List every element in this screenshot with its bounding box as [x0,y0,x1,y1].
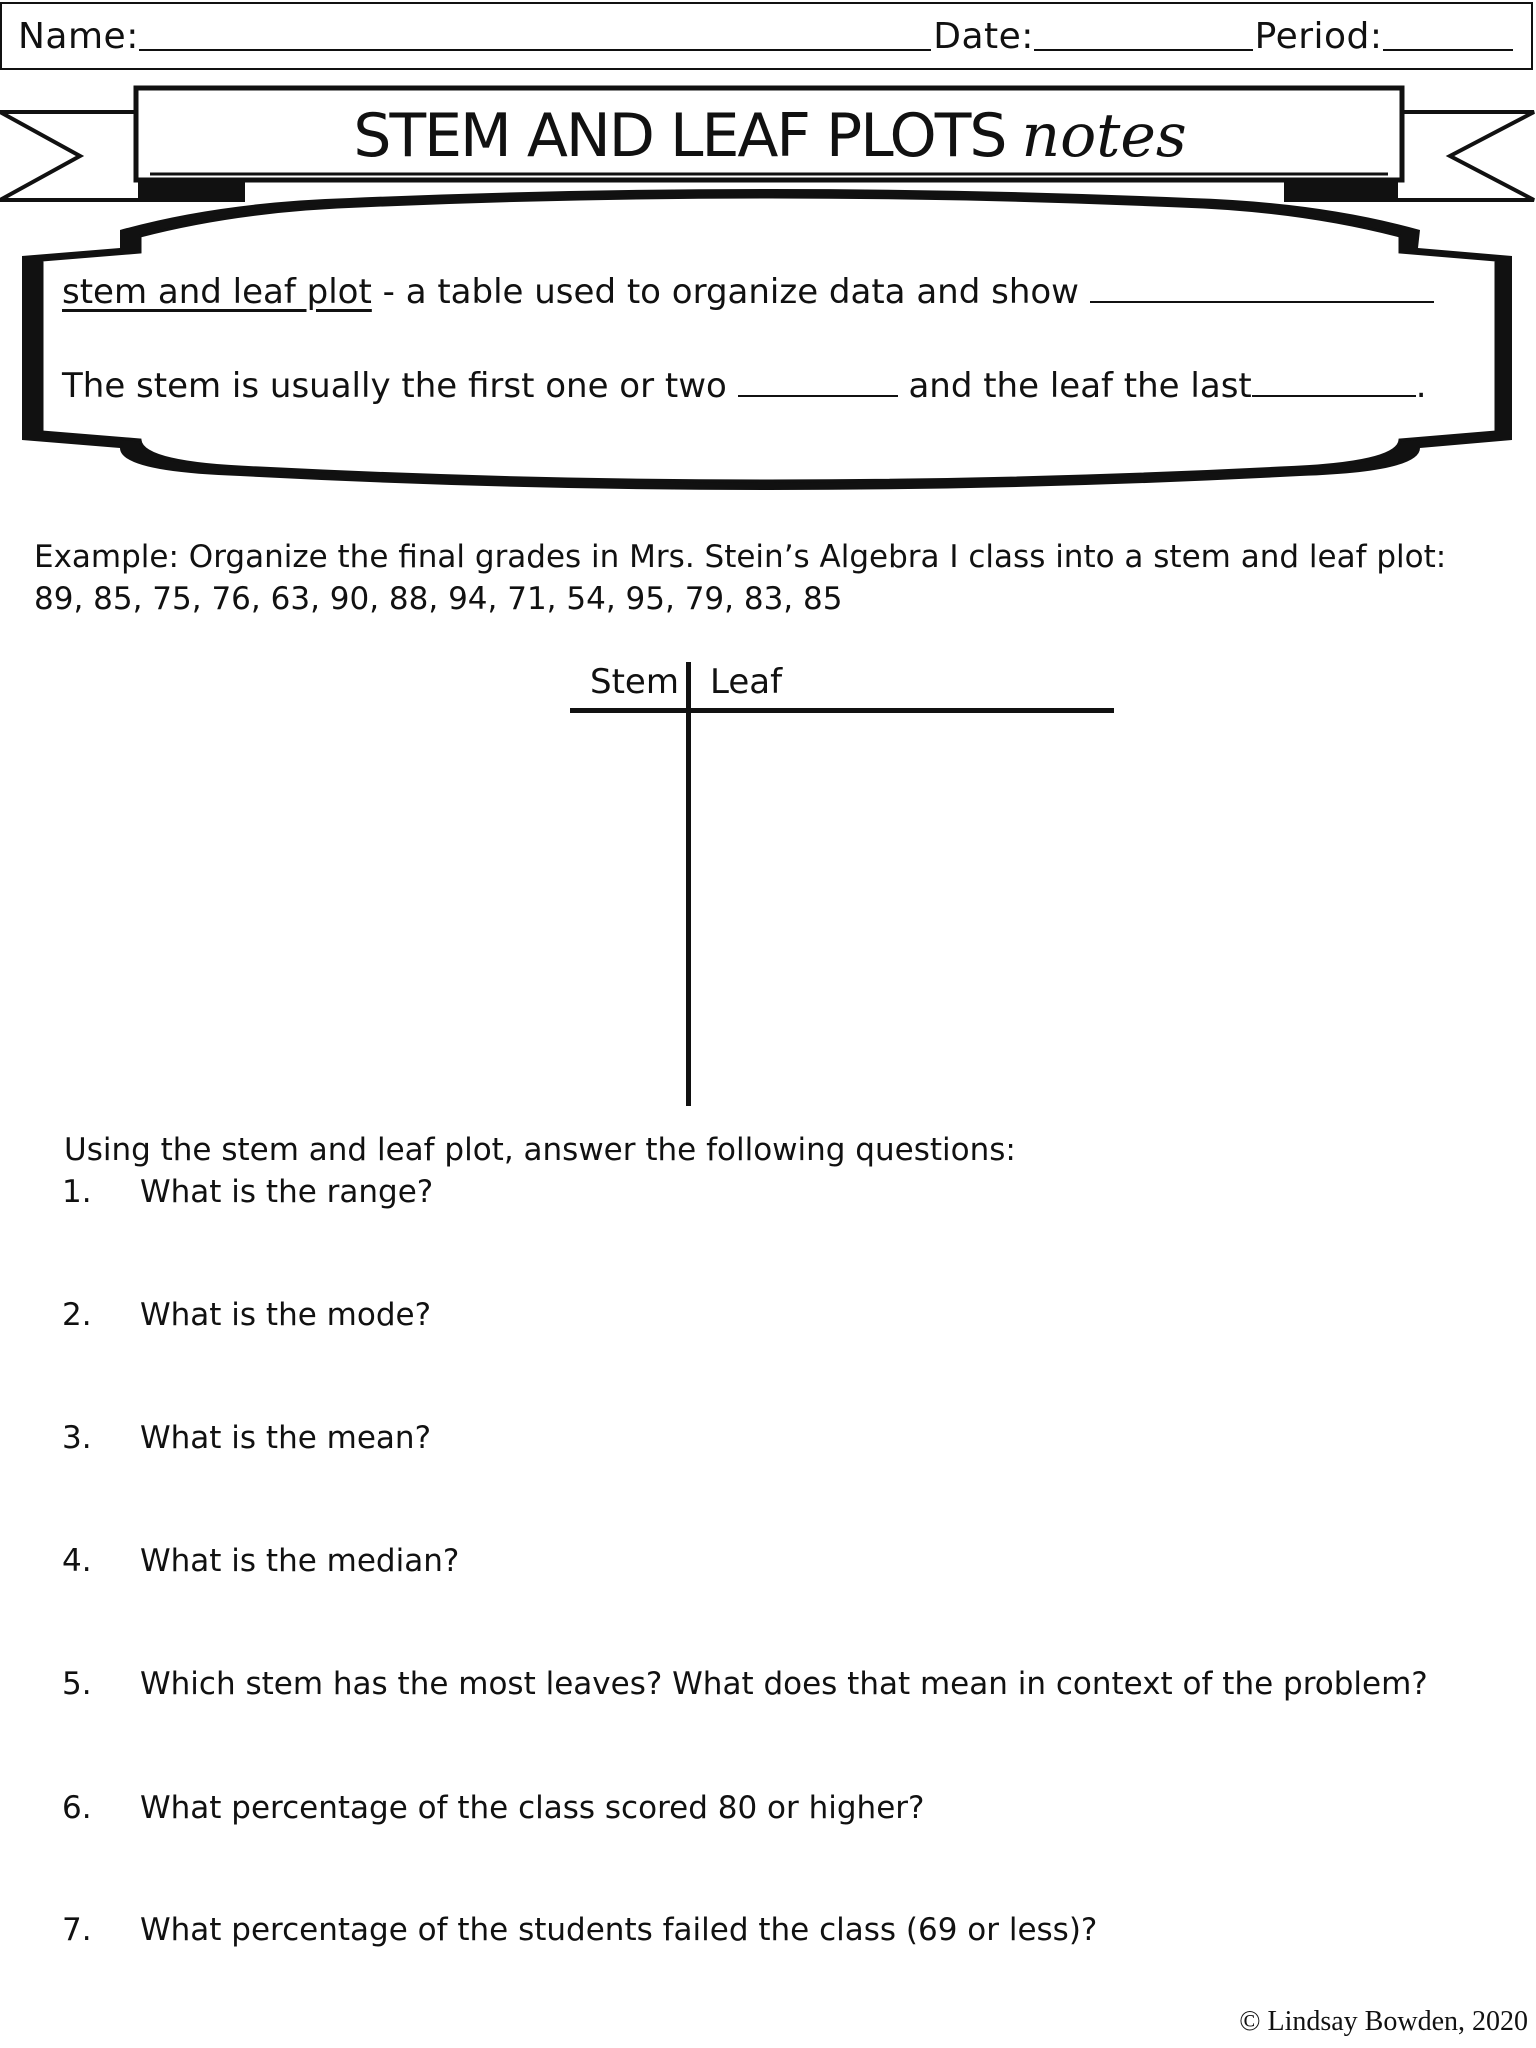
stem-header: Stem [590,662,679,702]
definition-line-1 [62,272,1434,312]
leaf-header: Leaf [710,662,783,702]
definition-blank-3[interactable] [1252,367,1416,397]
question-number: 5. [62,1666,92,1702]
question-1 [62,1174,433,1210]
ribbon-tail-left [0,112,140,200]
scroll-face [42,197,1496,481]
date-field[interactable] [1034,21,1253,51]
definition-line2-start: The stem is usually the first one or two [62,366,738,406]
question-number: 2. [62,1297,92,1333]
definition-blank-2[interactable] [738,367,898,397]
question-5 [62,1666,1428,1702]
name-label: Name: [18,15,139,57]
copyright: © Lindsay Bowden, 2020 [1239,2006,1528,2037]
stem-leaf-plot[interactable] [568,660,1116,1108]
question-2 [62,1297,431,1333]
question-text: What percentage of the class scored 80 or higher? [140,1790,925,1826]
period-label: Period: [1254,15,1383,57]
definition-term: stem and leaf plot [62,272,372,312]
question-text: What is the median? [140,1543,460,1579]
question-4 [62,1543,459,1579]
definition-line2-end: . [1415,366,1427,406]
name-field[interactable] [139,21,931,51]
plot-horizontal-rule [570,708,1114,713]
question-text: What percentage of the students failed the class (69 or less)? [140,1912,1098,1948]
question-text: What is the range? [140,1174,434,1210]
example-block [34,536,1446,620]
period-field[interactable] [1383,21,1513,51]
question-7 [62,1912,1097,1948]
definition-line-2 [62,366,1427,406]
question-number: 6. [62,1790,92,1826]
definition-text: - a table used to organize data and show [371,272,1090,312]
example-prompt: Example: Organize the final grades in Mrs. Stein’s Algebra I class into a stem and leaf plot: [34,539,1447,575]
instructions: Using the stem and leaf plot, answer the following questions: [64,1132,1016,1168]
question-text: What is the mean? [140,1420,432,1456]
header-bar [0,2,1533,70]
question-text: What is the mode? [140,1297,432,1333]
question-number: 3. [62,1420,92,1456]
page-title [140,96,1400,176]
definition-blank-1[interactable] [1090,273,1434,303]
question-text: Which stem has the most leaves? What does that mean in context of the problem? [140,1666,1428,1702]
definition-line2-mid: and the leaf the last [897,366,1252,406]
question-6 [62,1790,924,1826]
ribbon-tail-right [1396,112,1534,200]
example-data: 89, 85, 75, 76, 63, 90, 88, 94, 71, 54, 95, 79, 83, 85 [34,581,843,617]
question-number: 4. [62,1543,92,1579]
title-main: STEM AND LEAF PLOTS [353,101,1006,171]
question-number: 7. [62,1912,92,1948]
question-number: 1. [62,1174,92,1210]
plot-vertical-rule [686,662,691,1106]
date-label: Date: [933,15,1034,57]
title-script: notes [1021,101,1187,171]
question-3 [62,1420,431,1456]
